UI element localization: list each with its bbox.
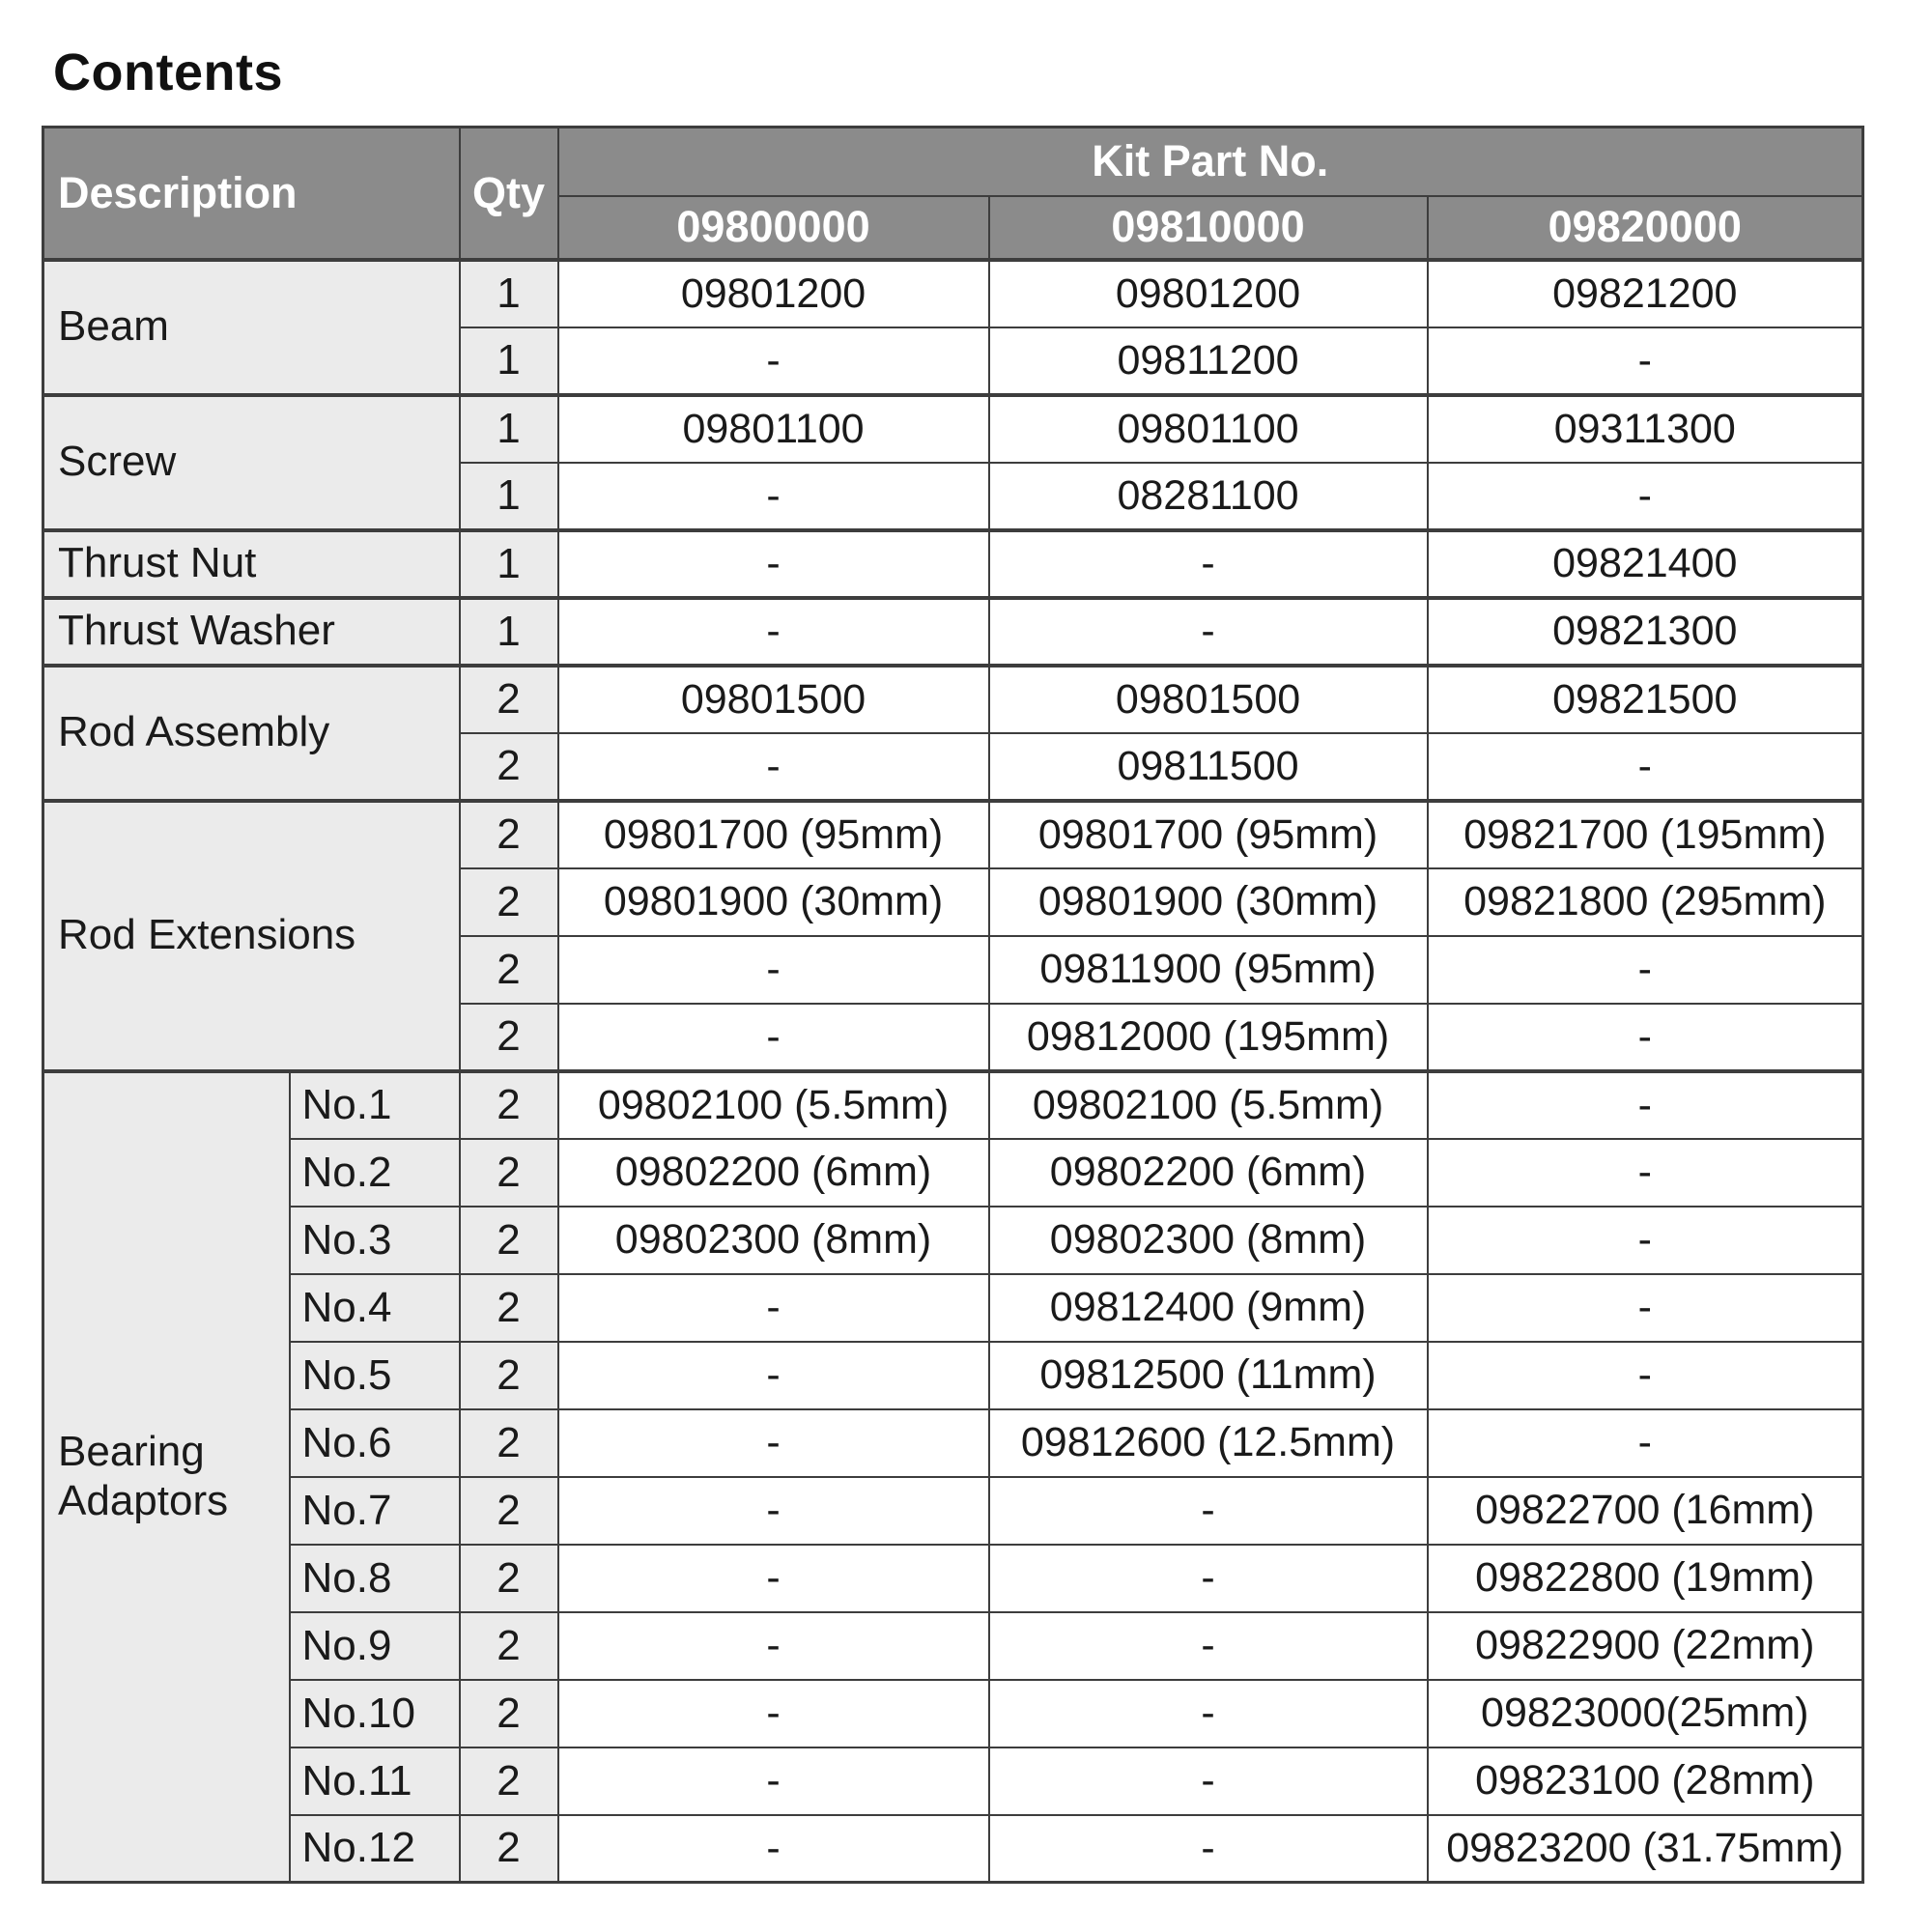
empty-part-cell: - (558, 1612, 989, 1680)
part-number-cell: 09801700 (95mm) (558, 801, 989, 868)
part-number-cell: 09802100 (5.5mm) (558, 1071, 989, 1139)
part-number-cell: 09812500 (11mm) (989, 1342, 1428, 1409)
part-number-cell: 09802200 (6mm) (558, 1139, 989, 1207)
empty-part-cell: - (1428, 1071, 1863, 1139)
column-header-kit-part-no: Kit Part No. (558, 128, 1863, 196)
header-row-1 (43, 128, 1863, 196)
empty-part-cell: - (558, 1815, 989, 1883)
part-number-cell: 09821800 (295mm) (1428, 868, 1863, 936)
column-header-description: Description (43, 128, 460, 260)
adaptor-number-cell: No.11 (290, 1747, 460, 1815)
qty-cell: 2 (460, 1747, 558, 1815)
part-number-cell: 09801100 (989, 395, 1428, 463)
qty-cell: 1 (460, 598, 558, 666)
empty-part-cell: - (558, 1409, 989, 1477)
adaptor-number-cell: No.8 (290, 1545, 460, 1612)
part-number-cell: 09821200 (1428, 260, 1863, 327)
qty-cell: 2 (460, 801, 558, 868)
empty-part-cell: - (558, 463, 989, 530)
column-header-kit-09820000: 09820000 (1428, 196, 1863, 260)
empty-part-cell: - (989, 1545, 1428, 1612)
adaptor-number-cell: No.4 (290, 1274, 460, 1342)
empty-part-cell: - (558, 1747, 989, 1815)
table-row (43, 666, 1863, 733)
qty-cell: 2 (460, 1612, 558, 1680)
page-title: Contents (53, 43, 283, 101)
adaptor-number-cell: No.5 (290, 1342, 460, 1409)
part-number-cell: 09821500 (1428, 666, 1863, 733)
part-number-cell: 09821300 (1428, 598, 1863, 666)
empty-part-cell: - (558, 530, 989, 598)
table-row (43, 1071, 1863, 1139)
part-number-cell: 09823000(25mm) (1428, 1680, 1863, 1747)
empty-part-cell: - (558, 936, 989, 1004)
part-number-cell: 09822900 (22mm) (1428, 1612, 1863, 1680)
table-row (43, 1680, 1863, 1747)
part-number-cell: 09823100 (28mm) (1428, 1747, 1863, 1815)
empty-part-cell: - (558, 1342, 989, 1409)
empty-part-cell: - (558, 1477, 989, 1545)
table-header (43, 128, 1863, 260)
empty-part-cell: - (1428, 1274, 1863, 1342)
empty-part-cell: - (989, 1612, 1428, 1680)
empty-part-cell: - (989, 1747, 1428, 1815)
empty-part-cell: - (1428, 463, 1863, 530)
empty-part-cell: - (1428, 1004, 1863, 1071)
column-header-kit-09800000: 09800000 (558, 196, 989, 260)
description-cell: Thrust Washer (43, 598, 460, 666)
table-row (43, 1342, 1863, 1409)
adaptor-number-cell: No.6 (290, 1409, 460, 1477)
table-row (43, 1207, 1863, 1274)
table-row (43, 1815, 1863, 1883)
empty-part-cell: - (558, 598, 989, 666)
qty-cell: 2 (460, 1409, 558, 1477)
part-number-cell: 09311300 (1428, 395, 1863, 463)
part-number-cell: 09801900 (30mm) (558, 868, 989, 936)
part-number-cell: 09822700 (16mm) (1428, 1477, 1863, 1545)
qty-cell: 1 (460, 327, 558, 395)
description-cell: Bearing Adaptors (43, 1071, 290, 1883)
adaptor-number-cell: No.9 (290, 1612, 460, 1680)
part-number-cell: 09821700 (195mm) (1428, 801, 1863, 868)
table-row (43, 530, 1863, 598)
part-number-cell: 09801900 (30mm) (989, 868, 1428, 936)
description-cell: Rod Assembly (43, 666, 460, 801)
part-number-cell: 09801500 (989, 666, 1428, 733)
qty-cell: 2 (460, 1680, 558, 1747)
adaptor-number-cell: No.7 (290, 1477, 460, 1545)
qty-cell: 1 (460, 530, 558, 598)
qty-cell: 2 (460, 868, 558, 936)
table-row (43, 598, 1863, 666)
description-cell: Rod Extensions (43, 801, 460, 1071)
part-number-cell: 08281100 (989, 463, 1428, 530)
qty-cell: 2 (460, 1545, 558, 1612)
empty-part-cell: - (558, 1680, 989, 1747)
part-number-cell: 09822800 (19mm) (1428, 1545, 1863, 1612)
qty-cell: 2 (460, 1071, 558, 1139)
part-number-cell: 09802300 (8mm) (558, 1207, 989, 1274)
part-number-cell: 09821400 (1428, 530, 1863, 598)
table-row (43, 1409, 1863, 1477)
empty-part-cell: - (989, 1815, 1428, 1883)
table-row (43, 1274, 1863, 1342)
part-number-cell: 09802200 (6mm) (989, 1139, 1428, 1207)
qty-cell: 2 (460, 1207, 558, 1274)
empty-part-cell: - (1428, 327, 1863, 395)
adaptor-number-cell: No.1 (290, 1071, 460, 1139)
empty-part-cell: - (558, 327, 989, 395)
qty-cell: 2 (460, 936, 558, 1004)
qty-cell: 2 (460, 1477, 558, 1545)
table-row (43, 801, 1863, 868)
part-number-cell: 09823200 (31.75mm) (1428, 1815, 1863, 1883)
table-row (43, 1477, 1863, 1545)
adaptor-number-cell: No.2 (290, 1139, 460, 1207)
part-number-cell: 09801200 (989, 260, 1428, 327)
column-header-kit-09810000: 09810000 (989, 196, 1428, 260)
empty-part-cell: - (989, 1680, 1428, 1747)
table-row (43, 260, 1863, 327)
part-number-cell: 09801200 (558, 260, 989, 327)
empty-part-cell: - (558, 1274, 989, 1342)
part-number-cell: 09812400 (9mm) (989, 1274, 1428, 1342)
qty-cell: 2 (460, 1815, 558, 1883)
description-cell: Beam (43, 260, 460, 395)
empty-part-cell: - (1428, 1207, 1863, 1274)
table-row (43, 1545, 1863, 1612)
table-row (43, 1747, 1863, 1815)
empty-part-cell: - (1428, 936, 1863, 1004)
empty-part-cell: - (558, 1545, 989, 1612)
qty-cell: 2 (460, 1274, 558, 1342)
qty-cell: 2 (460, 1139, 558, 1207)
table-body (43, 260, 1863, 1883)
empty-part-cell: - (1428, 1139, 1863, 1207)
part-number-cell: 09801500 (558, 666, 989, 733)
empty-part-cell: - (989, 530, 1428, 598)
column-header-qty: Qty (460, 128, 558, 260)
empty-part-cell: - (558, 1004, 989, 1071)
qty-cell: 1 (460, 260, 558, 327)
qty-cell: 2 (460, 1342, 558, 1409)
adaptor-number-cell: No.12 (290, 1815, 460, 1883)
table-row (43, 1139, 1863, 1207)
qty-cell: 1 (460, 463, 558, 530)
part-number-cell: 09802100 (5.5mm) (989, 1071, 1428, 1139)
empty-part-cell: - (989, 1477, 1428, 1545)
qty-cell: 2 (460, 666, 558, 733)
empty-part-cell: - (1428, 1409, 1863, 1477)
description-cell: Thrust Nut (43, 530, 460, 598)
part-number-cell: 09811200 (989, 327, 1428, 395)
qty-cell: 2 (460, 733, 558, 801)
empty-part-cell: - (558, 733, 989, 801)
contents-table (42, 126, 1864, 1884)
adaptor-number-cell: No.10 (290, 1680, 460, 1747)
qty-cell: 1 (460, 395, 558, 463)
part-number-cell: 09811500 (989, 733, 1428, 801)
table-row (43, 395, 1863, 463)
adaptor-number-cell: No.3 (290, 1207, 460, 1274)
part-number-cell: 09812000 (195mm) (989, 1004, 1428, 1071)
part-number-cell: 09801700 (95mm) (989, 801, 1428, 868)
description-cell: Screw (43, 395, 460, 530)
part-number-cell: 09802300 (8mm) (989, 1207, 1428, 1274)
part-number-cell: 09801100 (558, 395, 989, 463)
qty-cell: 2 (460, 1004, 558, 1071)
part-number-cell: 09811900 (95mm) (989, 936, 1428, 1004)
part-number-cell: 09812600 (12.5mm) (989, 1409, 1428, 1477)
empty-part-cell: - (1428, 1342, 1863, 1409)
empty-part-cell: - (989, 598, 1428, 666)
table-row (43, 1612, 1863, 1680)
empty-part-cell: - (1428, 733, 1863, 801)
